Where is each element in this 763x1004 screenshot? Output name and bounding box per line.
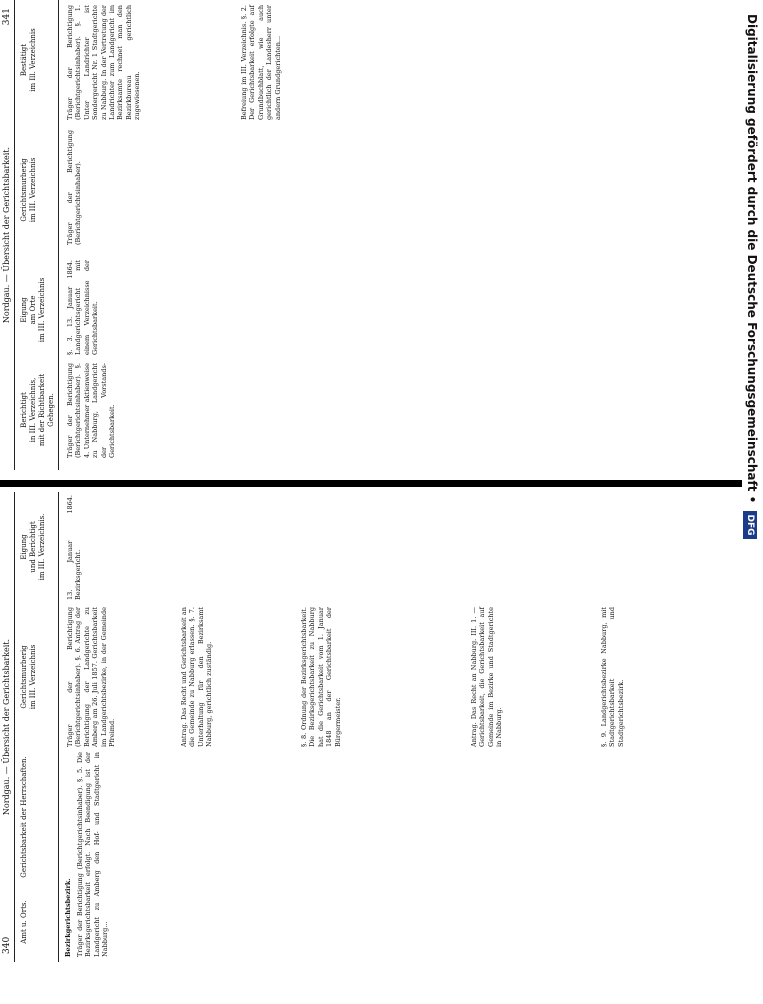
- text-block-6: §. 9. Landgerichtsbezirke Nabburg, mit Stadtgerichtsbarkeit und Stadtgerichtsbezirk.: [600, 607, 625, 747]
- digitization-credit: Digitalisierung gefördert durch die Deutsche Forschungsgemeinschaft •: [745, 14, 759, 504]
- text-block-3: Träger der Berichtigung (Berichtgerichtsinhaber).: [66, 130, 83, 245]
- text-block-3: Antrag. Das Recht und Gerichtsbarkeit an die Gemeinde zu Nabburg erlassen. §. 7. Unterhaltung für den Bezirksamt Nabburg, gerichtlich zuständig.: [180, 607, 214, 747]
- text-block-1: Träger der Berichtigung (Berichtgerichtsinhaber). §. 5. Die Bezirksgerichtsbarkeit erfolgt. Nach Beendigung ist der Landgericht zu Amberg den Hof- und Stadtgericht in Nabburg...: [76, 752, 110, 957]
- running-header: Nordgau. — Übersicht der Gerichtsbarkeit.: [2, 146, 11, 324]
- page-341-content: [0, 0, 730, 470]
- header-rule: [14, 0, 15, 470]
- text-block-4: §. 8. Ordnung der Bezirksgerichtsbarkeit. Die Bezirksgerichtsbarkeit zu Nabburg hat die Gerichtsbarkeit vom 1. Januar 1848 an der Gerichtsbarkeit der Bürgermeister.: [300, 607, 342, 747]
- text-block-2: Träger der Berichtigung (Berichtgerichtsinhaber). §. 6. Antrag der Berichtigung der Landgerichte zu Amberg am 26. Juli 1857. Gerichtsbarkeit im Landgerichtsbezirke, in der Gemeinde Pfreimd.: [66, 607, 117, 747]
- text-block-1: Träger der Berichtigung (Berichtgerichtsinhaber). §. 1. Unter Landrichter ist Sondergericht Nr. 1 Stadtgerichte zu Nabburg. In der Vertretung der Landrichter zum Landgericht im Bezirksamte rechnet man den Bezirkbureau gerichtlich zugewiesenen.: [66, 5, 142, 120]
- column-head-3: Eigung am Orte im III. Verzeichnis: [20, 277, 46, 343]
- column-head-2: Gerichtsmurberig im III. Verzeichnis: [20, 157, 37, 223]
- column-head-1: Bestätigt im Ill. Verzeichnis: [20, 28, 37, 92]
- page-341: [0, 0, 730, 470]
- column-head-4: Berichtigt in III. Verzeichnis, mit der Richtbarkeit Gehegen.: [20, 373, 55, 447]
- digitization-sidebar: [742, 10, 762, 1000]
- text-block-2: Befreiung im III. Verzeichnis. §. 2. Der Gerichtsbarkeit erfolgte auf Grundbuchblatt, wie auch gerichtlich der Landesherr unter andern Grundgerichten...: [240, 5, 282, 120]
- page-number: 341: [2, 8, 12, 26]
- column-head-rule: [58, 492, 59, 962]
- section-title: Bezirkgerichtsbezirk.: [64, 878, 72, 957]
- dfg-logo: DFG: [743, 511, 757, 538]
- text-block-4: §. 3. 13. Januar 1864. Landgerichtsgericht mit einem Verzeichnisse der Gerichtsbarkeit.: [66, 260, 100, 355]
- running-header: Nordgau. — Übersicht der Gerichtsbarkeit.: [2, 638, 11, 816]
- column-head-1: Amt u. Orts.: [20, 900, 28, 944]
- page-340-content: [0, 492, 730, 962]
- column-head-3: Gerichtsmurberig im III. Verzeichnis: [20, 644, 37, 710]
- column-head-rule: [58, 0, 59, 470]
- column-head-4: Eigung und Berichtigt im III. Verzeichnis.: [20, 513, 46, 581]
- side-column-text: 13. Januar 1864. Bezirksgericht.: [66, 495, 83, 600]
- header-rule: [14, 492, 15, 962]
- column-head-2: Gerichtsbarkeit der Herrschaften.: [20, 756, 28, 878]
- page-divider: [0, 480, 742, 487]
- text-block-5: Antrag. Das Recht an Nabburg. III. 1. — Gerichtsbarkeit, die Gerichtsbarkeit auf Gemeinde im Bezirke und Stadtgerichte in Nabburg.: [470, 607, 504, 747]
- text-block-5: Träger der Berichtigung (Berichtgerichtsinhaber). §. 4. Unternehmer aktienweise zu Nabburg, Landgericht der Vorstands-Gerichtsbarkeit.: [66, 363, 117, 458]
- page-number: 340: [2, 936, 12, 954]
- page-340: [0, 492, 730, 962]
